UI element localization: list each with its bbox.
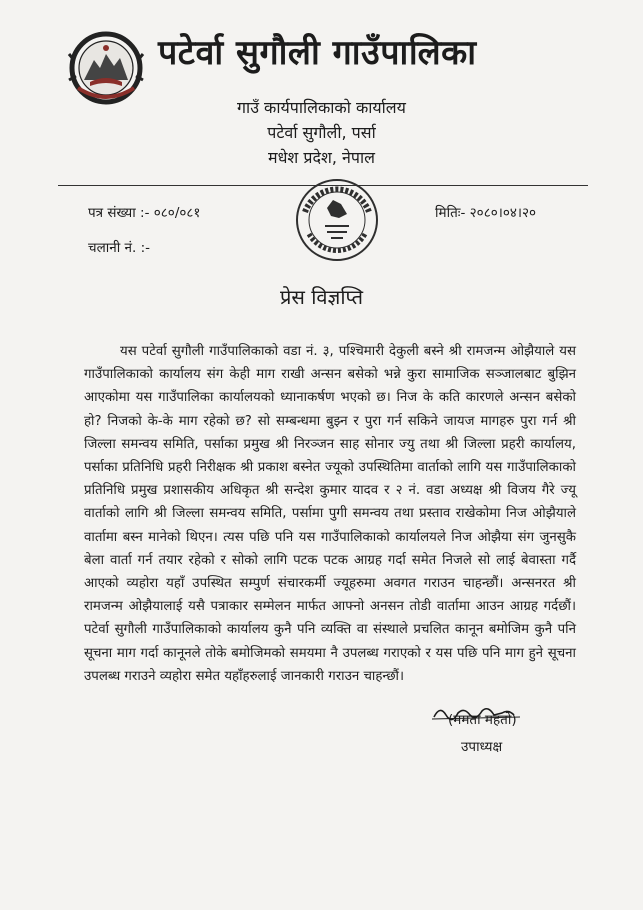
- province-country: मधेश प्रदेश, नेपाल: [268, 148, 375, 167]
- press-release-body: यस पटेर्वा सुगौली गाउँपालिकाको वडा नं. ३, पश्चिमारी देकुली बस्ने श्री रामजन्म ओझैयाले यस गाउँपालिकाको कार्यालय संग केही माग राखी अन्सन बसेको भन्ने कुरा सामाजिक सञ्जालबाट बुझिन आएकोमा यस गाउँपालिका कार्यालयको ध्यानाकर्षण भएको छ। निज के कति कारणले अन्सन बसेको हो? निजको के-के माग रहेको छ? सो सम्बन्धमा बुझ्न र पुरा गर्न सकिने जायज मागहरु पुरा गर्न श्री जिल्ला समन्वय समिति, पर्साका प्रमुख श्री निरञ्जन साह सोनार ज्यु तथा श्री जिल्ला प्रहरी कार्यालय, पर्साका प्रतिनिधि प्रहरी निरीक्षक श्री प्रकाश बस्नेत ज्यूको उपस्थितिमा वार्ताको लागि यस गाउँपालिकाको प्रतिनिधि प्रमुख प्रशासकीय अधिकृत श्री सन्देश कुमार यादव र २ नं. वडा अध्यक्ष श्री विजय गैरे ज्यू वार्ताको लागि श्री जिल्ला समन्वय समिति, पर्सामा पुगी समन्वय तथा प्रस्ताव राखेकोमा निज ओझैयाले वार्तामा बस्न मानेको थिएन। त्यस पछि पनि यस गाउँपालिकाको कार्यालयले निज ओझैया संग जुनसुकै बेला वार्ता गर्न तयार रहेको र सोको लागि पटक पटक आग्रह गर्दा समेत निजले सो लाई बेवास्ता गर्दै आएको व्यहोरा यहाँ उपस्थित सम्पुर्ण संचारकर्मी ज्यूहरुमा अवगत गराउन चाहन्छौं। अन्सनरत श्री रामजन्म ओझैयालाई यसै पत्राकार सम्मेलन मार्फत आफ्नो अनसन तोडी वार्तामा आउन आग्रह गर्दछौं। पटेर्वा सुगौली गाउँपालिकाको कार्यालय कुनै पनि व्यक्ति वा संस्थाले प्रचलित कानून बमोजिम कुनै पनि सूचना माग गर्दा कानूनले तोके बमोजिमको समयमा नै उपलब्ध गराएको र यस पछि पनि माग हुने सूचना उपलब्ध गराउने व्यहोरा समेत यहाँहरुलाई जानकारी गराउन चाहन्छौं।: [84, 344, 576, 684]
- letter-number: पत्र संख्या :- ०८०/०८१: [88, 205, 201, 221]
- signatory-name: (ममता महतो): [448, 712, 517, 728]
- organization-name: पटेर्वा सुगौली गाउँपालिका: [158, 33, 477, 73]
- office-name: गाउँ कार्यपालिकाको कार्यालय: [237, 98, 406, 117]
- dispatch-number: चलानी नं. :-: [88, 240, 150, 256]
- office-location: पटेर्वा सुगौली, पर्सा: [267, 123, 376, 142]
- signatory-designation: उपाध्यक्ष: [461, 739, 503, 755]
- nepal-emblem-icon: [66, 30, 146, 106]
- document-title: प्रेस विज्ञप्ति: [279, 285, 364, 309]
- letter-date: मितिः- २०८०।०४।२०: [435, 205, 537, 221]
- office-stamp-icon: [291, 174, 383, 266]
